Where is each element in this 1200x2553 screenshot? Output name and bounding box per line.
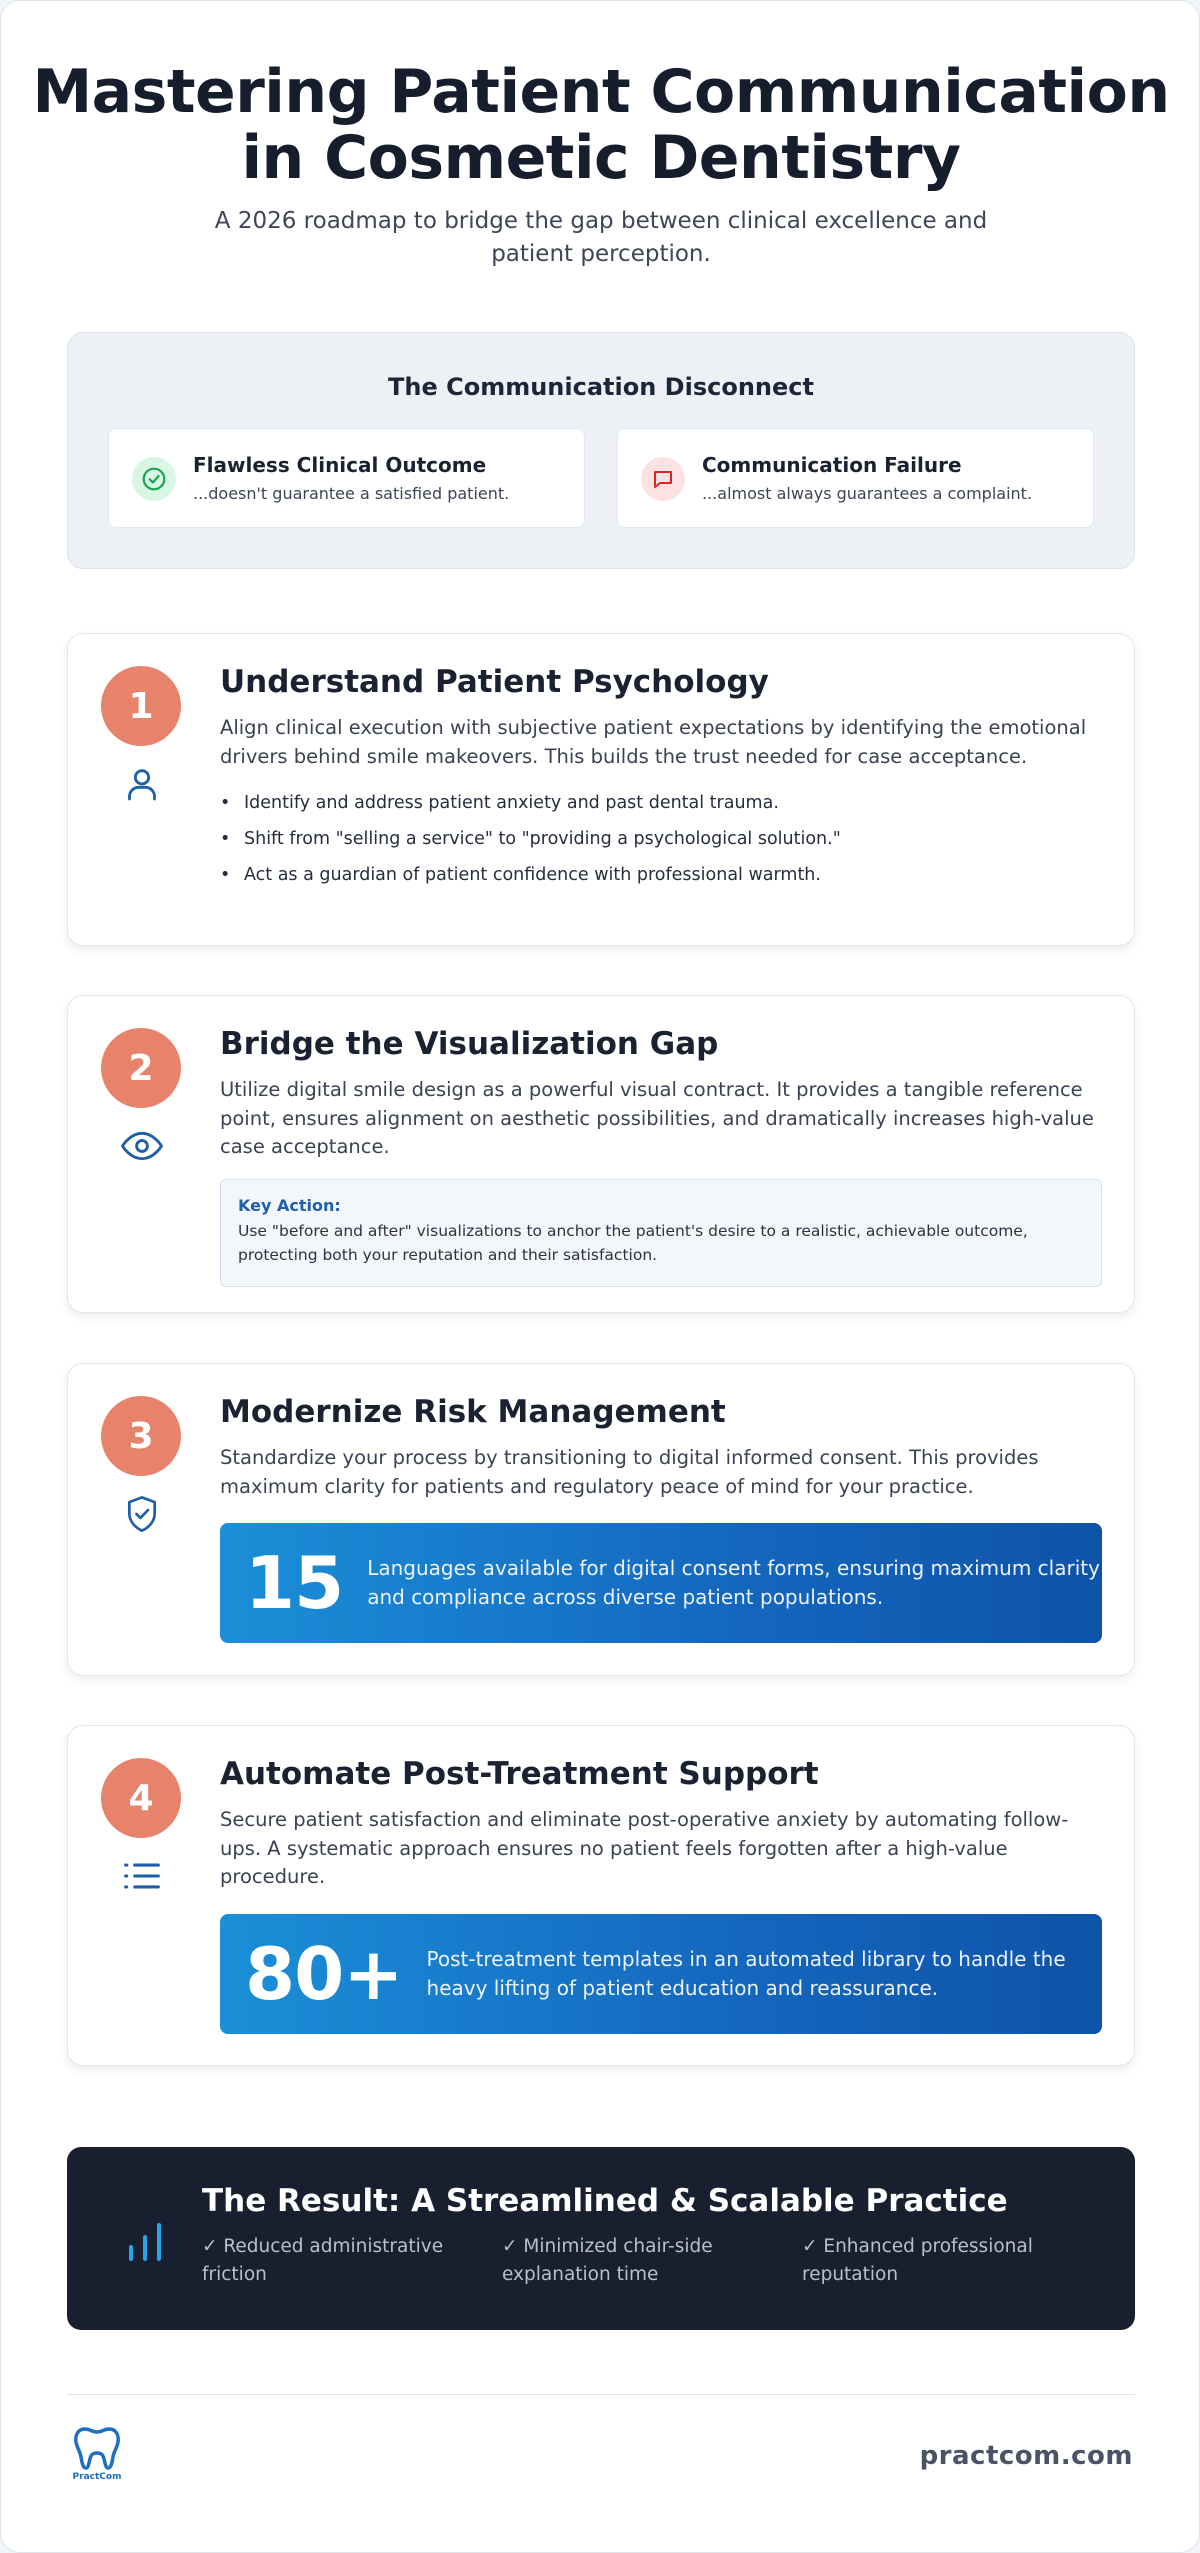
eye-icon (120, 1124, 164, 1168)
step-number-badge: 2 (101, 1028, 181, 1108)
step-description: Secure patient satisfaction and eliminate post-operative anxiety by automating follow-ups. A systematic approach ensures no patient feels forgotten after a high-value procedure. (220, 1808, 1069, 1888)
result-benefits (202, 2233, 1102, 2289)
disconnect-title: The Communication Disconnect (388, 373, 814, 401)
step-card-2 (67, 995, 1135, 1313)
page-title (1, 59, 1200, 191)
step-title: Modernize Risk Management (220, 1394, 726, 1430)
key-action-box (220, 1179, 1102, 1287)
card-text: ...almost always guarantees a complaint. (702, 484, 1033, 503)
check-circle-icon (132, 457, 176, 501)
step-number-badge: 1 (101, 666, 181, 746)
list-item: • Identify and address patient anxiety and past dental trauma. (220, 785, 1100, 821)
result-panel (67, 2147, 1135, 2330)
step-bullet-list (220, 785, 1100, 893)
list-item: • Shift from "selling a service" to "providing a psychological solution." (220, 821, 1100, 857)
stat-description: Post-treatment templates in an automated library to handle the heavy lifting of patient education and reassurance. (426, 1946, 1066, 2000)
step-number-badge: 3 (101, 1396, 181, 1476)
step-card-4 (67, 1725, 1135, 2066)
message-square-icon (641, 457, 685, 501)
bar-chart-icon (117, 2209, 173, 2269)
communication-failure-card (617, 428, 1094, 528)
list-icon (120, 1854, 164, 1898)
step-description: Utilize digital smile design as a powerful visual contract. It provides a tangible reference point, ensures alignment on aesthetic possibilities, and dramatically increases high-value case acceptance. (220, 1078, 1094, 1158)
footer-divider (67, 2394, 1135, 2395)
result-benefit-item: ✓ Reduced administrative friction (202, 2236, 444, 2285)
result-title: The Result: A Streamlined & Scalable Practice (202, 2183, 1008, 2219)
step-card-1 (67, 633, 1135, 946)
card-heading: Flawless Clinical Outcome (193, 453, 487, 477)
logo-wordmark: PractCom (72, 2472, 122, 2482)
page-subtitle: A 2026 roadmap to bridge the gap between clinical excellence and patient perception. (214, 208, 988, 267)
stat-value: 15 (245, 1541, 344, 1625)
card-heading: Communication Failure (702, 453, 962, 477)
title-line-1: Mastering Patient Communication (32, 57, 1170, 127)
step-description: Align clinical execution with subjective patient expectations by identifying the emotional drivers behind smile makeovers. This builds the trust needed for case acceptance. (220, 716, 1087, 768)
communication-disconnect-panel (67, 332, 1135, 569)
stat-callout (220, 1523, 1102, 1643)
stat-description: Languages available for digital consent forms, ensuring maximum clarity and compliance across diverse patient populations. (367, 1556, 1100, 1609)
header (1, 59, 1200, 271)
title-line-2: in Cosmetic Dentistry (241, 123, 961, 193)
step-content (220, 1392, 1100, 1643)
stat-value: 80+ (245, 1931, 403, 2016)
step-number-badge: 4 (101, 1758, 181, 1838)
stat-callout (220, 1914, 1102, 2034)
step-title: Understand Patient Psychology (220, 664, 769, 700)
list-item: • Act as a guardian of patient confidence with professional warmth. (220, 857, 1100, 893)
shield-check-icon (120, 1492, 164, 1536)
step-title: Automate Post-Treatment Support (220, 1756, 819, 1792)
result-benefit-item: ✓ Minimized chair-side explanation time (502, 2236, 713, 2285)
step-content (220, 1024, 1100, 1287)
result-benefit-item: ✓ Enhanced professional reputation (802, 2236, 1033, 2285)
website-link[interactable]: practcom.com (919, 2441, 1133, 2471)
clinical-outcome-card (108, 428, 585, 528)
key-action-text: Use "before and after" visualizations to anchor the patient's desire to a realistic, achievable outcome, protecting both your reputation and their satisfaction. (238, 1221, 1028, 1264)
key-action-label: Key Action: (238, 1195, 341, 1215)
step-content (220, 1754, 1100, 2034)
step-card-3 (67, 1363, 1135, 1676)
step-content (220, 662, 1100, 893)
step-title: Bridge the Visualization Gap (220, 1026, 719, 1062)
user-icon (120, 762, 164, 806)
step-description: Standardize your process by transitioning to digital informed consent. This provides maximum clarity for patients and regulatory peace of mind for your practice. (220, 1446, 1039, 1498)
card-text: ...doesn't guarantee a satisfied patient. (193, 484, 510, 503)
